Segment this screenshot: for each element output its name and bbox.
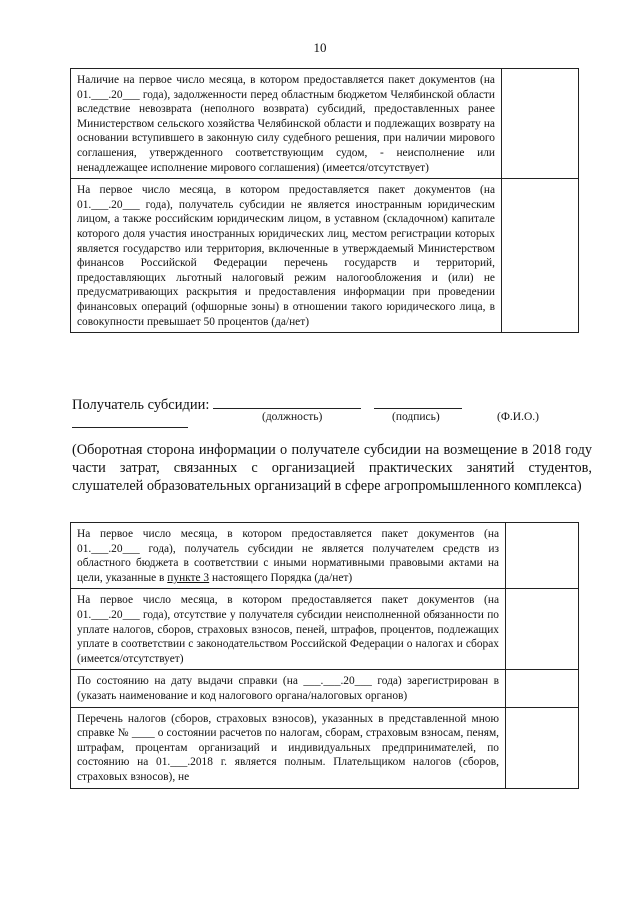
conditions-table-reverse — [70, 522, 579, 789]
answer-cell[interactable] — [506, 523, 579, 589]
table-row — [71, 670, 579, 707]
condition-text-part: На первое число месяца, в котором предоставляется пакет документов (на 01.___.20___ года), получатель субсидии не является получателем средств из областного бюджета в соответствии с иными нормативными правовыми актами на цели, указанные в — [77, 528, 499, 584]
signature-line[interactable] — [374, 395, 462, 409]
table-row — [71, 179, 579, 333]
name-line[interactable] — [72, 414, 188, 428]
condition-text — [71, 523, 506, 589]
paragraph-3-link[interactable]: пункте 3 — [167, 571, 210, 584]
answer-cell[interactable] — [506, 707, 579, 788]
answer-cell[interactable] — [502, 69, 579, 179]
signature-caption: (подпись) — [392, 411, 440, 423]
condition-text: Перечень налогов (сборов, страховых взносов), указанных в представленной мною справке № ____ о состоянии расчетов по налогам, сборам, страховым взносам, пеням, штрафам, процентам организаций и индивидуальных предпринимателей, по состоянию на 01.___.2018 г. является полным. Плательщиком налогов (сборов, страховых взносов), не — [71, 707, 506, 788]
condition-text: На первое число месяца, в котором предоставляется пакет документов (на 01.___.20___ года), отсутствие у получателя субсидии неисполненной обязанности по уплате налогов, сборов, страховых взносов, пеней, штрафов, процентов, подлежащих уплате в соответствии с законодательством Российской Федерации о налогах и сборах (имеется/отсутствует) — [71, 589, 506, 670]
table-row — [71, 589, 579, 670]
signature-label: Получатель субсидии: — [72, 397, 210, 413]
condition-text: На первое число месяца, в котором предоставляется пакет документов (на 01.___.20___ года), получатель субсидии не является иностранным юридическим лицом, а также российским юридическим лицом, в уставном (складочном) капитале которого доля участия иностранных юридических лиц, местом регистрации которых является государство или территория, включенные в утверждаемый Министерством финансов Российской Федерации перечень государств и территорий, предоставляющих льготный налоговый режим налогообложения и (или) не предусматривающих раскрытия и предоставления информации при проведении финансовых операций (офшорные зоны) в отношении такого юридического лица, в совокупности превышает 50 процентов (да/нет) — [71, 179, 502, 333]
answer-cell[interactable] — [502, 179, 579, 333]
page-number: 10 — [313, 40, 327, 55]
table-row — [71, 69, 579, 179]
answer-cell[interactable] — [506, 589, 579, 670]
position-caption: (должность) — [262, 411, 323, 423]
condition-text-part: настоящего Порядка (да/нет) — [209, 571, 353, 584]
reverse-side-heading: (Оборотная сторона информации о получателе субсидии на возмещение в 2018 году части затрат, связанных с организацией практических занятий студентов, слушателей образовательных организаций в сфере агропромышленного комплекса) — [72, 442, 592, 494]
position-line[interactable] — [213, 395, 361, 409]
table-row — [71, 523, 579, 589]
condition-text: Наличие на первое число месяца, в котором предоставляется пакет документов (на 01.___.20___ года), задолженности перед областным бюджетом Челябинской области вследствие невозврата (неполного возврата) субсидий, предоставленных ранее Министерством сельского хозяйства Челябинской области и подлежащих возврату на основании вступившего в законную силу судебного решения, при наличии мирового соглашения, утвержденного соответствующим судом, - неисполнение или ненадлежащее исполнение мирового соглашения) (имеется/отсутствует) — [71, 69, 502, 179]
condition-text: По состоянию на дату выдачи справки (на ___.___.20___ года) зарегистрирован в (указать наименование и код налогового органа/налоговых органов) — [71, 670, 506, 707]
table-row — [71, 707, 579, 788]
conditions-table-front — [70, 68, 579, 333]
answer-cell[interactable] — [506, 670, 579, 707]
name-caption: (Ф.И.О.) — [497, 411, 539, 423]
